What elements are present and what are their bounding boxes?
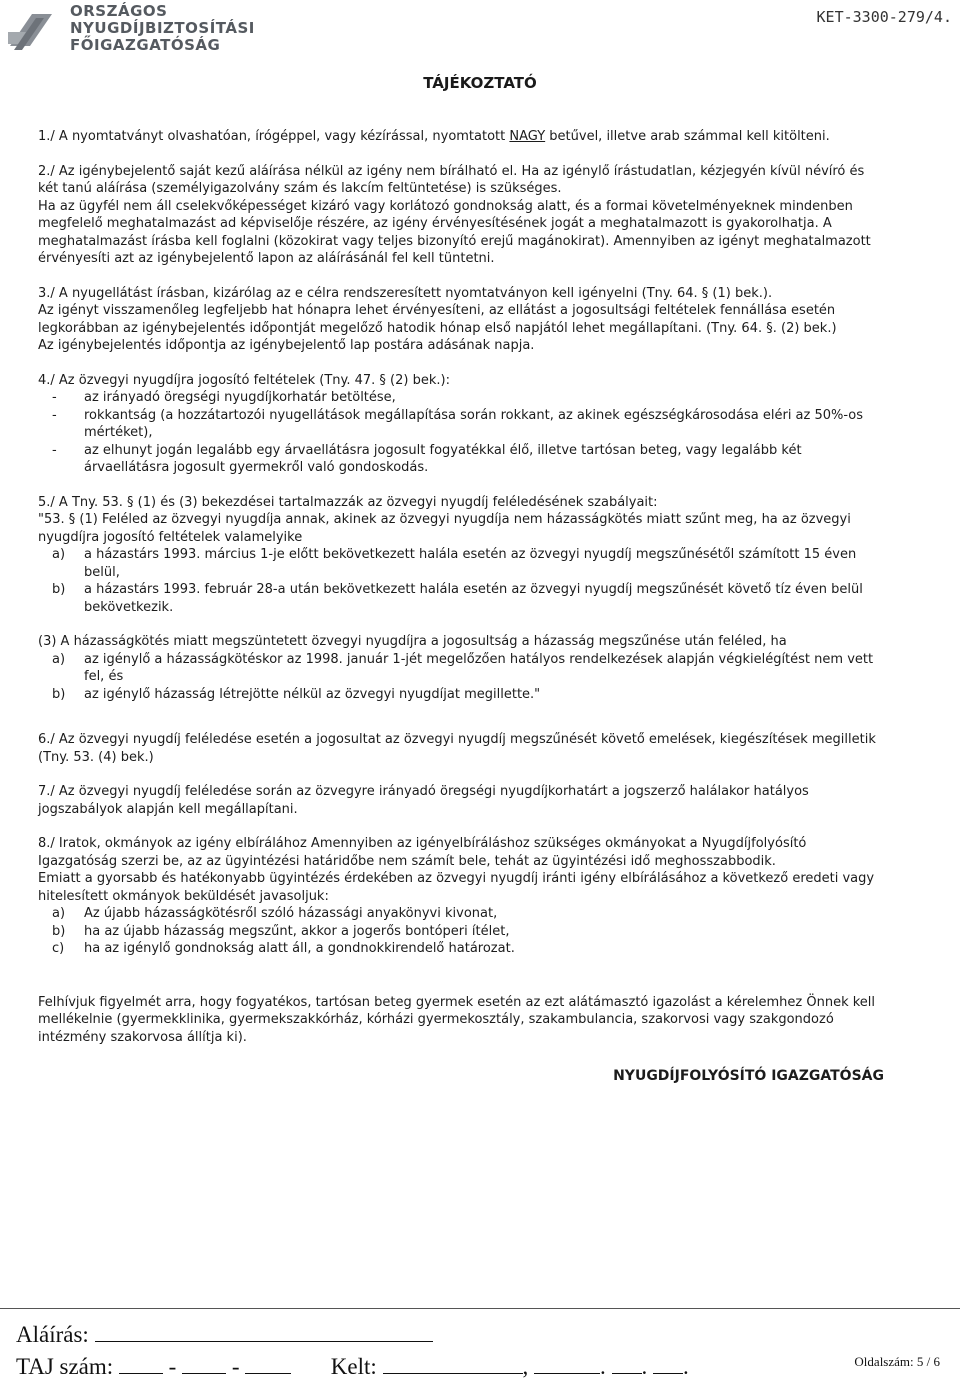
section-7: 7./ Az özvegyi nyugdíj feléledése során az özvegyre irányadó öregségi nyugdíjkorhatárt a jogszerző halálakor hatályos jogszabályok alapján kell megállapítani. bbox=[38, 784, 809, 817]
org-name-line2: NYUGDÍJBIZTOSÍTÁSI bbox=[70, 19, 255, 37]
section-6: 6./ Az özvegyi nyugdíj feléledése esetén a jogosultat az özvegyi nyugdíj megszűnését követő emelések, kiegészítések megilletik (Tny. 53. (4) bek.) bbox=[38, 732, 876, 765]
org-name-line3: FŐIGAZGATÓSÁG bbox=[70, 36, 221, 54]
document-body bbox=[38, 128, 884, 1086]
date-day-field[interactable] bbox=[653, 1355, 683, 1374]
footer-divider bbox=[0, 1308, 960, 1309]
section-5-list-b bbox=[38, 651, 884, 704]
nagy-underlined: NAGY bbox=[509, 129, 546, 144]
list-item: - az elhunyt jogán legalább egy árvaellátásra jogosult fogyatékkal élő, illetve tartósan beteg, vagy legalább két árvaellátásra jogosult gyermekről való gondoskodás. bbox=[52, 442, 802, 475]
signoff: NYUGDÍJFOLYÓSÍTÓ IGAZGATÓSÁG bbox=[613, 1068, 884, 1084]
taj-label: TAJ szám: bbox=[16, 1354, 114, 1379]
section-3-paragraph-3: Az igénybejelentés időpontja az igénybejelentő lap postára adásának napja. bbox=[38, 338, 535, 353]
list-item: b) ha az újabb házasság megszűnt, akkor a jogerős bontóperi ítélet, bbox=[52, 923, 510, 939]
organization-logo-text bbox=[70, 3, 255, 54]
section-8-paragraph-1: 8./ Iratok, okmányok az igény elbírálához Amennyiben az igényelbíráláshoz szükséges okmányokat a Nyugdíjfolyósító Igazgatóság szerzi be, az az ügyintézési határidőbe nem számít bele, tehát az ügyintézési idő meghosszabbodik. bbox=[38, 836, 807, 869]
signature-label: Aláírás: bbox=[16, 1322, 89, 1347]
section-5-list-a bbox=[38, 546, 884, 616]
signature-field[interactable] bbox=[95, 1323, 433, 1342]
notice-paragraph: Felhívjuk figyelmét arra, hogy fogyatékos, tartósan beteg gyermek esetén az ezt alátámasztó igazolást a kérelemhez Önnek kell mellékelnie (gyermekklinika, gyermekszakkórház, kórházi gyermekosztály, szakambulancia, szakorvosi vagy szakgondozó intézmény szakorvosa állítja ki). bbox=[38, 994, 876, 1045]
list-item: a) Az újabb házasságkötésről szóló házassági anyakönyvi kivonat, bbox=[52, 906, 498, 921]
list-item: c) ha az igénylő gondnokság alatt áll, a gondnokkirendelő határozat. bbox=[52, 941, 515, 956]
date-place-field[interactable] bbox=[383, 1355, 523, 1374]
taj-field-1[interactable] bbox=[119, 1355, 163, 1374]
date-month-field[interactable] bbox=[612, 1355, 642, 1374]
section-4-list bbox=[38, 389, 884, 477]
page-number: Oldalszám: 5 / 6 bbox=[854, 1354, 940, 1369]
list-item: a) a házastárs 1993. március 1-je előtt bekövetkezett halála esetén az özvegyi nyugdíj megszűnésétől számított 15 éven belül, bbox=[52, 547, 857, 580]
section-4-heading: 4./ Az özvegyi nyugdíjra jogosító feltételek (Tny. 47. § (2) bek.): bbox=[38, 372, 450, 388]
section-3-paragraph-1: 3./ A nyugellátást írásban, kizárólag az e célra rendszeresített nyomtatványon kell igényelni (Tny. 64. § (1) bek.). bbox=[38, 285, 773, 301]
form-code: KET-3300-279/4. bbox=[816, 8, 952, 26]
list-item: b) a házastárs 1993. február 28-a után bekövetkezett halála esetén az özvegyi nyugdíj megszűnését követő tíz éven belül bekövetkezik. bbox=[52, 582, 863, 615]
section-5-heading: 5./ A Tny. 53. § (1) és (3) bekezdései tartalmazzák az özvegyi nyugdíj feléledésének szabályait: bbox=[38, 494, 658, 510]
org-name-line1: ORSZÁGOS bbox=[70, 2, 168, 20]
logo-icon bbox=[6, 6, 56, 56]
page-header bbox=[0, 0, 960, 62]
section-2-paragraph-1: 2./ Az igénybejelentő saját kezű aláírása nélkül az igény nem bírálható el. Ha az igénylő írástudatlan, kézjegyén kívül névíró és két tanú aláírása (személyigazolvány szám és lakcím feltüntetése) is szükséges. bbox=[38, 163, 865, 196]
section-2-paragraph-2: Ha az ügyfél nem áll cselekvőképességet kizáró vagy korlátozó gondnokság alatt, és a formai követelményeknek mindenben megfelelő meghatalmazást ad képviselője részére, az igény érvényesítésének jogát a meghatalmazott is gyakorolhatja. A meghatalmazást írásba kell foglalni (közokirat vagy teljes bizonyító erejű magánokirat). Amennyiben az igényt meghatalmazott érvényesíti azt az igénybejelentő lapon az aláírásánál fel kell tüntetni. bbox=[38, 198, 871, 266]
section-5-quote-2: (3) A házasságkötés miatt megszüntetett özvegyi nyugdíjra a jogosultság a házasság megszűnése után feléled, ha bbox=[38, 634, 787, 649]
date-year-field[interactable] bbox=[534, 1355, 600, 1374]
signature-row bbox=[16, 1322, 433, 1348]
section-3-paragraph-2: Az igényt visszamenőleg legfeljebb hat hónapra lehet érvényesíteni, az ellátást a jogosultsági feltételek fennállása esetén legkorábban az igénybejelentés időpontját megelőző hatodik hónap első napjától lehet megállapítani. (Tny. 64. §. (2) bek.) bbox=[38, 303, 837, 336]
taj-field-3[interactable] bbox=[245, 1355, 291, 1374]
page-title: TÁJÉKOZTATÓ bbox=[423, 74, 537, 92]
list-item: - rokkantság (a hozzátartozói nyugellátások megállapítása során rokkant, az akinek egészségkárosodása eléri az 50%-os mértéket), bbox=[52, 407, 864, 440]
section-8-list bbox=[38, 905, 884, 958]
section-5-quote-1: "53. § (1) Feléled az özvegyi nyugdíja annak, akinek az özvegyi nyugdíja nem házasságkötés miatt szűnt meg, ha az özvegyi nyugdíjra jogosító feltételek valamelyike bbox=[38, 512, 851, 545]
taj-date-row: TAJ szám: - - Kelt: , . . . bbox=[16, 1354, 689, 1379]
section-1: 1./ A nyomtatványt olvashatóan, írógéppel, vagy kézírással, nyomtatott NAGY betűvel, illetve arab számmal kell kitölteni. bbox=[38, 129, 830, 144]
list-item: a) az igénylő a házasságkötéskor az 1998. január 1-jét megelőzően hatályos rendelkezések alapján végkielégítést nem vett fel, és bbox=[52, 651, 874, 684]
taj-field-2[interactable] bbox=[182, 1355, 226, 1374]
date-label: Kelt: bbox=[330, 1354, 377, 1379]
list-item: - az irányadó öregségi nyugdíjkorhatár betöltése, bbox=[52, 390, 396, 405]
section-8-paragraph-2: Emiatt a gyorsabb és hatékonyabb ügyintézés érdekében az özvegyi nyugdíj iránti igény elbírálásához a következő eredeti vagy hitelesített okmányok beküldését javasoljuk: bbox=[38, 871, 875, 904]
list-item: b) az igénylő házasság létrejötte nélkül az özvegyi nyugdíjat megillette." bbox=[52, 686, 541, 702]
